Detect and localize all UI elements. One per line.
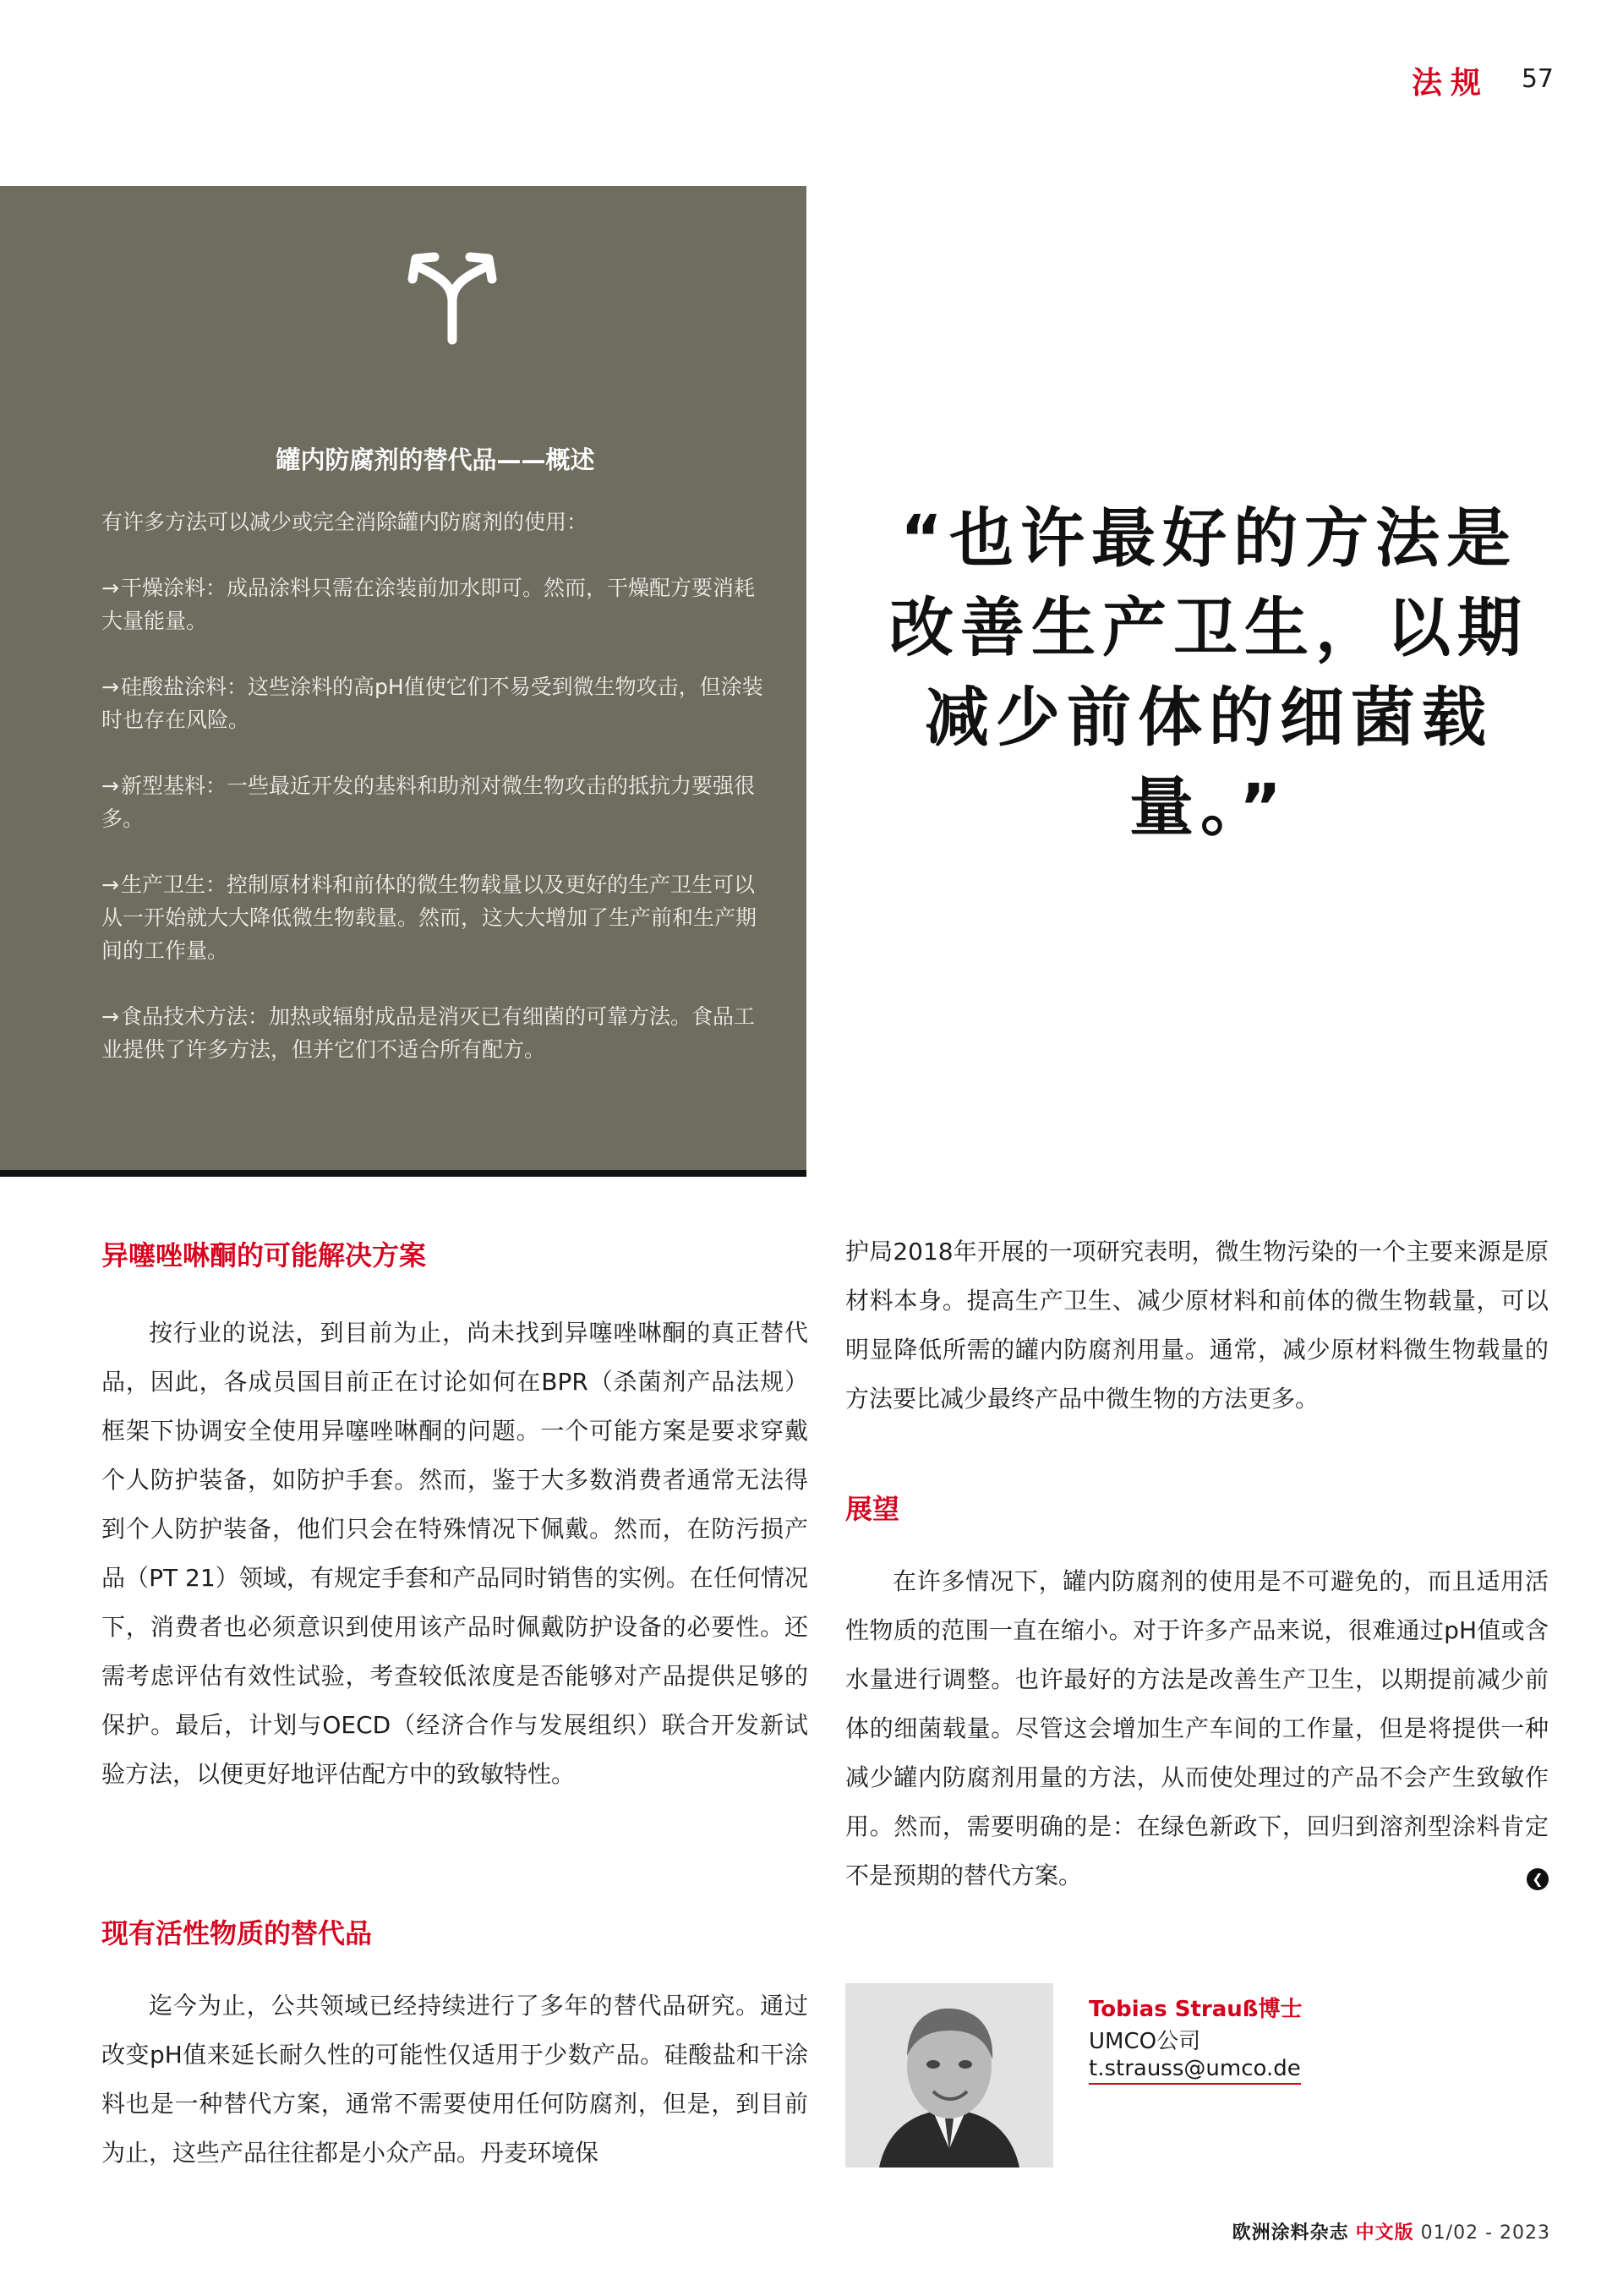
paragraph: 按行业的说法，到目前为止，尚未找到异噻唑啉酮的真正替代品，因此，各成员国目前正在讨论如何在BPR（杀菌剂产品法规）框架下协调安全使用异噻唑啉酮的问题。一个可能方案是要求穿戴个人防护装备，如防护手套。然而，鉴于大多数消费者通常无法得到个人防护装备，他们只会在特殊情况下佩戴。然而，在防污损产品（PT 21）领域，有规定手套和产品同时销售的实例。在任何情况下，消费者也必须意识到使用该产品时佩戴防护设备的必要性。还需考虑评估有效性试验，考查较低浓度是否能够对产品提供足够的保护。最后，计划与OECD（经济合作与发展组织）联合开发新试验方法，以便更好地评估配方中的致敏特性。	[101, 1319, 808, 1788]
section-label: 法规	[1411, 66, 1489, 101]
sidebar-item-text: 干燥涂料：成品涂料只需在涂装前加水即可。然而，干燥配方要消耗大量能量。	[101, 576, 755, 633]
fork-arrows-icon	[404, 245, 500, 345]
portrait-image	[845, 1983, 1053, 2168]
section-heading: 展望	[845, 1493, 900, 1525]
arrow-icon: →	[101, 576, 119, 600]
author-name: Tobias Strauß博士	[1089, 1997, 1303, 2022]
page-number: 57	[1521, 64, 1554, 94]
section-body	[101, 1309, 808, 1799]
arrow-icon: →	[101, 1004, 119, 1029]
sidebar-list-item	[101, 571, 771, 637]
arrow-icon: →	[101, 675, 119, 699]
sidebar-item-text: 生产卫生：控制原材料和前体的微生物载量以及更好的生产卫生可以从一开始就大大降低微生物载量。然而，这大大增加了生产前和生产期间的工作量。	[101, 872, 757, 963]
sidebar-intro: 有许多方法可以减少或完全消除罐内防腐剂的使用：	[101, 510, 588, 534]
sidebar-list-item	[101, 868, 771, 967]
pull-quote: “也许最好的方法是改善生产卫生，以期减少前体的细菌载量。”	[889, 500, 1528, 845]
author-company: UMCO公司	[1089, 2029, 1201, 2054]
sidebar-bottom-rule	[0, 1170, 806, 1177]
paragraph: 在许多情况下，罐内防腐剂的使用是不可避免的，而且适用活性物质的范围一直在缩小。对于许多产品来说，很难通过pH值或含水量进行调整。也许最好的方法是改善生产卫生，以期提前减少前体的细菌载量。尽管这会增加生产车间的工作量，但是将提供一种减少罐内防腐剂用量的方法，从而使处理过的产品不会产生致敏作用。然而，需要明确的是：在绿色新政下，回归到溶剂型涂料肯定不是预期的替代方案。	[845, 1567, 1549, 1889]
author-email-link[interactable]: t.strauss@umco.de	[1089, 2056, 1301, 2085]
sidebar-item-text: 硅酸盐涂料：这些涂料的高pH值使它们不易受到微生物攻击，但涂装时也存在风险。	[101, 675, 763, 732]
section-body-continued	[845, 1227, 1549, 1424]
sidebar-title: 罐内防腐剂的替代品——概述	[276, 446, 595, 474]
section-heading: 现有活性物质的替代品	[101, 1917, 373, 1949]
section-body	[101, 1982, 808, 2178]
sidebar-item-text: 新型基料：一些最近开发的基料和助剂对微生物攻击的抵抗力要强很多。	[101, 774, 755, 831]
end-mark-icon: ❮	[1527, 1868, 1549, 1890]
paragraph: 护局2018年开展的一项研究表明，微生物污染的一个主要来源是原材料本身。提高生产卫生、减少原材料和前体的微生物载量，可以明显降低所需的罐内防腐剂用量。通常，减少原材料微生物载量的方法要比减少最终产品中微生物的方法更多。	[845, 1238, 1549, 1413]
section-body	[845, 1557, 1549, 1900]
arrow-icon: →	[101, 774, 119, 798]
sidebar-item-text: 食品技术方法：加热或辐射成品是消灭已有细菌的可靠方法。食品工业提供了许多方法，但并它们不适合所有配方。	[101, 1004, 755, 1062]
paragraph: 迄今为止，公共领域已经持续进行了多年的替代品研究。通过改变pH值来延长耐久性的可能性仅适用于少数产品。硅酸盐和干涂料也是一种替代方案，通常不需要使用任何防腐剂，但是，到目前为止，这些产品往往都是小众产品。丹麦环境保	[101, 1992, 808, 2167]
section-heading: 异噻唑啉酮的可能解决方案	[101, 1239, 427, 1271]
sidebar-list-item	[101, 670, 771, 736]
sidebar-body	[101, 506, 771, 1099]
issue-number: 01/02 - 2023	[1420, 2222, 1550, 2244]
sidebar-list-item	[101, 769, 771, 835]
sidebar-list-item	[101, 1000, 771, 1066]
author-photo	[845, 1983, 1053, 2168]
arrow-icon: →	[101, 872, 119, 897]
magazine-name: 欧洲涂料杂志	[1232, 2222, 1349, 2244]
edition-label: 中文版	[1355, 2222, 1414, 2244]
footer	[1232, 2218, 1550, 2244]
